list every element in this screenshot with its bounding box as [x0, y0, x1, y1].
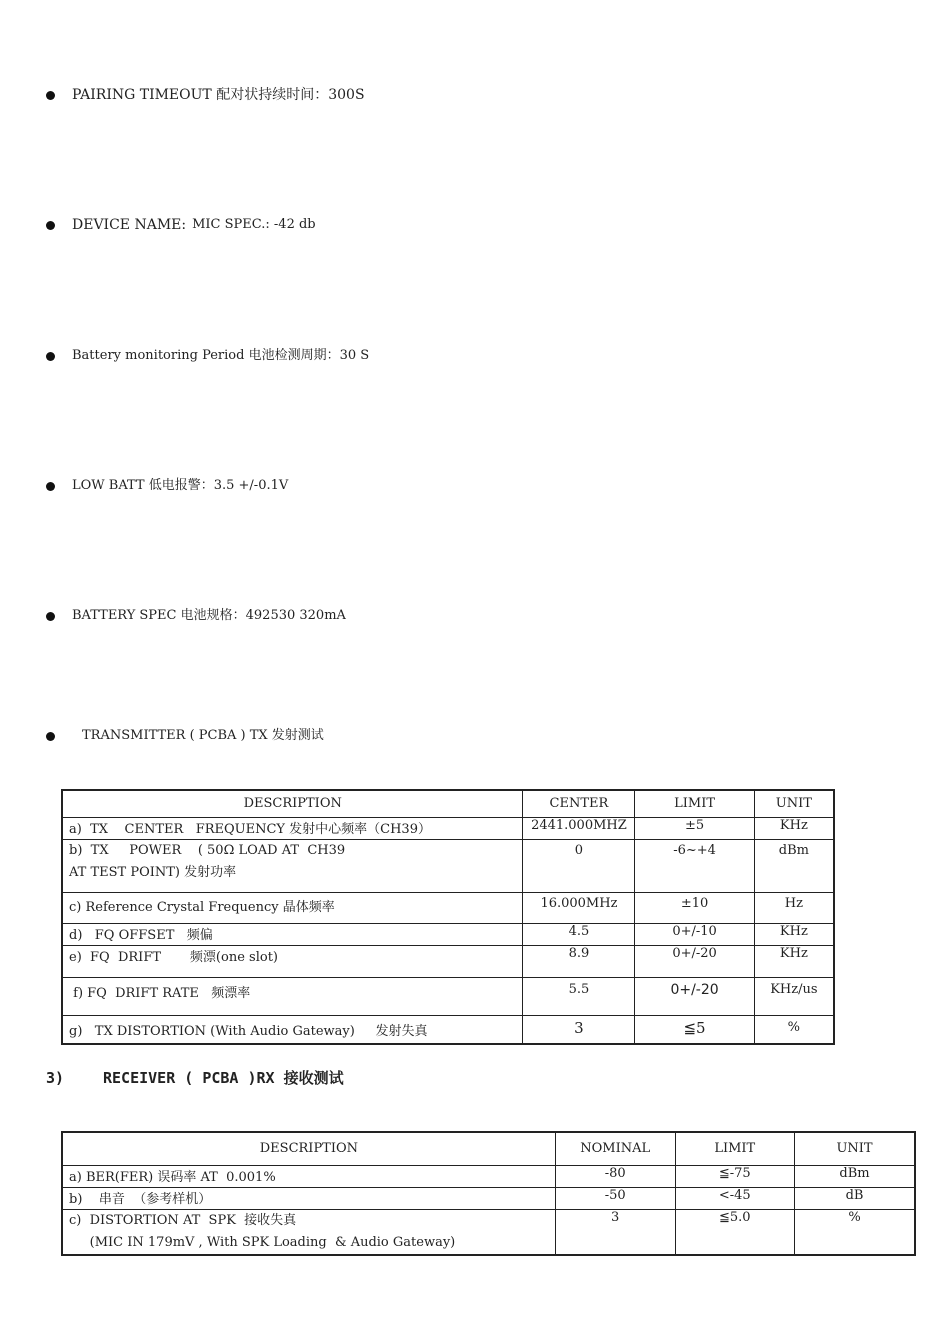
cell-description: a) TX CENTER FREQUENCY 发射中心频率（CH39）	[62, 817, 523, 839]
cell-limit: <-45	[675, 1187, 795, 1209]
cell-unit: KHz	[754, 817, 834, 839]
cell-center: 8.9	[523, 945, 635, 977]
cell-limit: ≦5.0	[675, 1209, 795, 1255]
table-row	[62, 839, 834, 892]
table-row	[62, 1165, 915, 1187]
section-number: 3)	[46, 1069, 65, 1087]
bullet-dot-icon	[46, 482, 55, 491]
header-description: DESCRIPTION	[62, 790, 523, 817]
cell-center: 2441.000MHZ	[523, 817, 635, 839]
cell-unit: KHz	[754, 923, 834, 945]
bullet-pairing-timeout	[46, 86, 365, 104]
cell-description	[62, 1209, 555, 1255]
rx-spec-table	[61, 1131, 916, 1256]
bullet-dot-icon	[46, 732, 55, 741]
table-row	[62, 817, 834, 839]
bullet-device-name	[46, 216, 316, 234]
cell-center: 4.5	[523, 923, 635, 945]
header-center: CENTER	[523, 790, 635, 817]
section-heading-receiver	[46, 1067, 344, 1088]
header-limit: LIMIT	[635, 790, 754, 817]
table-row	[62, 977, 834, 1015]
cell-description	[62, 839, 523, 892]
cell-limit: 0+/-10	[635, 923, 754, 945]
cell-limit: 0+/-20	[635, 945, 754, 977]
cell-description: g) TX DISTORTION (With Audio Gateway) 发射失真	[62, 1015, 523, 1044]
bullet-transmitter	[46, 727, 324, 745]
table-row	[62, 1187, 915, 1209]
bullet-text: PAIRING TIMEOUT 配对状持续时间：300S	[72, 87, 365, 103]
cell-limit: ≦-75	[675, 1165, 795, 1187]
mic-spec-text: MIC SPEC.: -42 db	[192, 217, 316, 232]
section-title: RECEIVER ( PCBA )RX 接收测试	[103, 1069, 344, 1087]
cell-limit: 0+/-20	[635, 977, 754, 1015]
desc-line-1: c) DISTORTION AT SPK 接收失真	[69, 1212, 297, 1228]
bullet-battery-spec	[46, 607, 346, 625]
bullet-dot-icon	[46, 612, 55, 621]
cell-description: e) FQ DRIFT 频漂(one slot)	[62, 945, 523, 977]
table-header-row	[62, 1132, 915, 1165]
cell-center: 16.000MHz	[523, 892, 635, 923]
cell-center: 5.5	[523, 977, 635, 1015]
cell-description: f) FQ DRIFT RATE 频漂率	[62, 977, 523, 1015]
cell-unit: %	[754, 1015, 834, 1044]
header-unit: UNIT	[754, 790, 834, 817]
cell-description: d) FQ OFFSET 频偏	[62, 923, 523, 945]
bullet-text: BATTERY SPEC 电池规格：492530 320mA	[72, 608, 346, 623]
cell-unit: dBm	[795, 1165, 915, 1187]
cell-unit: Hz	[754, 892, 834, 923]
cell-center: 3	[523, 1015, 635, 1044]
cell-unit: KHz/us	[754, 977, 834, 1015]
cell-limit: ≦5	[635, 1015, 754, 1044]
table-row	[62, 945, 834, 977]
cell-nominal: 3	[555, 1209, 675, 1255]
table-header-row	[62, 790, 834, 817]
cell-description: a) BER(FER) 误码率 AT 0.001%	[62, 1165, 555, 1187]
desc-line-2: (MIC IN 179mV , With SPK Loading & Audio Gateway)	[69, 1234, 456, 1250]
cell-unit: KHz	[754, 945, 834, 977]
cell-center: 0	[523, 839, 635, 892]
cell-description: b) 串音 （参考样机）	[62, 1187, 555, 1209]
cell-unit: %	[795, 1209, 915, 1255]
cell-nominal: -50	[555, 1187, 675, 1209]
bullet-text: Battery monitoring Period 电池检测周期：30 S	[72, 348, 370, 363]
bullet-dot-icon	[46, 91, 55, 100]
header-unit: UNIT	[795, 1132, 915, 1165]
bullet-dot-icon	[46, 221, 55, 230]
header-limit: LIMIT	[675, 1132, 795, 1165]
bullet-low-batt	[46, 477, 288, 495]
cell-description: c) Reference Crystal Frequency 晶体频率	[62, 892, 523, 923]
table-row	[62, 1015, 834, 1044]
bullet-battery-monitoring	[46, 347, 369, 365]
tx-spec-table	[61, 789, 835, 1045]
table-row	[62, 1209, 915, 1255]
cell-unit: dBm	[754, 839, 834, 892]
bullet-text: DEVICE NAME:	[72, 217, 187, 233]
header-nominal: NOMINAL	[555, 1132, 675, 1165]
table-row	[62, 892, 834, 923]
bullet-dot-icon	[46, 352, 55, 361]
cell-limit: -6~+4	[635, 839, 754, 892]
bullet-text: TRANSMITTER ( PCBA ) TX 发射测试	[82, 728, 324, 743]
header-description: DESCRIPTION	[62, 1132, 555, 1165]
cell-limit: ±5	[635, 817, 754, 839]
cell-unit: dB	[795, 1187, 915, 1209]
desc-line-2: AT TEST POINT) 发射功率	[69, 864, 237, 880]
desc-line-1: b) TX POWER ( 50Ω LOAD AT CH39	[69, 842, 346, 858]
table-row	[62, 923, 834, 945]
bullet-text: LOW BATT 低电报警：3.5 +/-0.1V	[72, 478, 289, 493]
cell-limit: ±10	[635, 892, 754, 923]
cell-nominal: -80	[555, 1165, 675, 1187]
